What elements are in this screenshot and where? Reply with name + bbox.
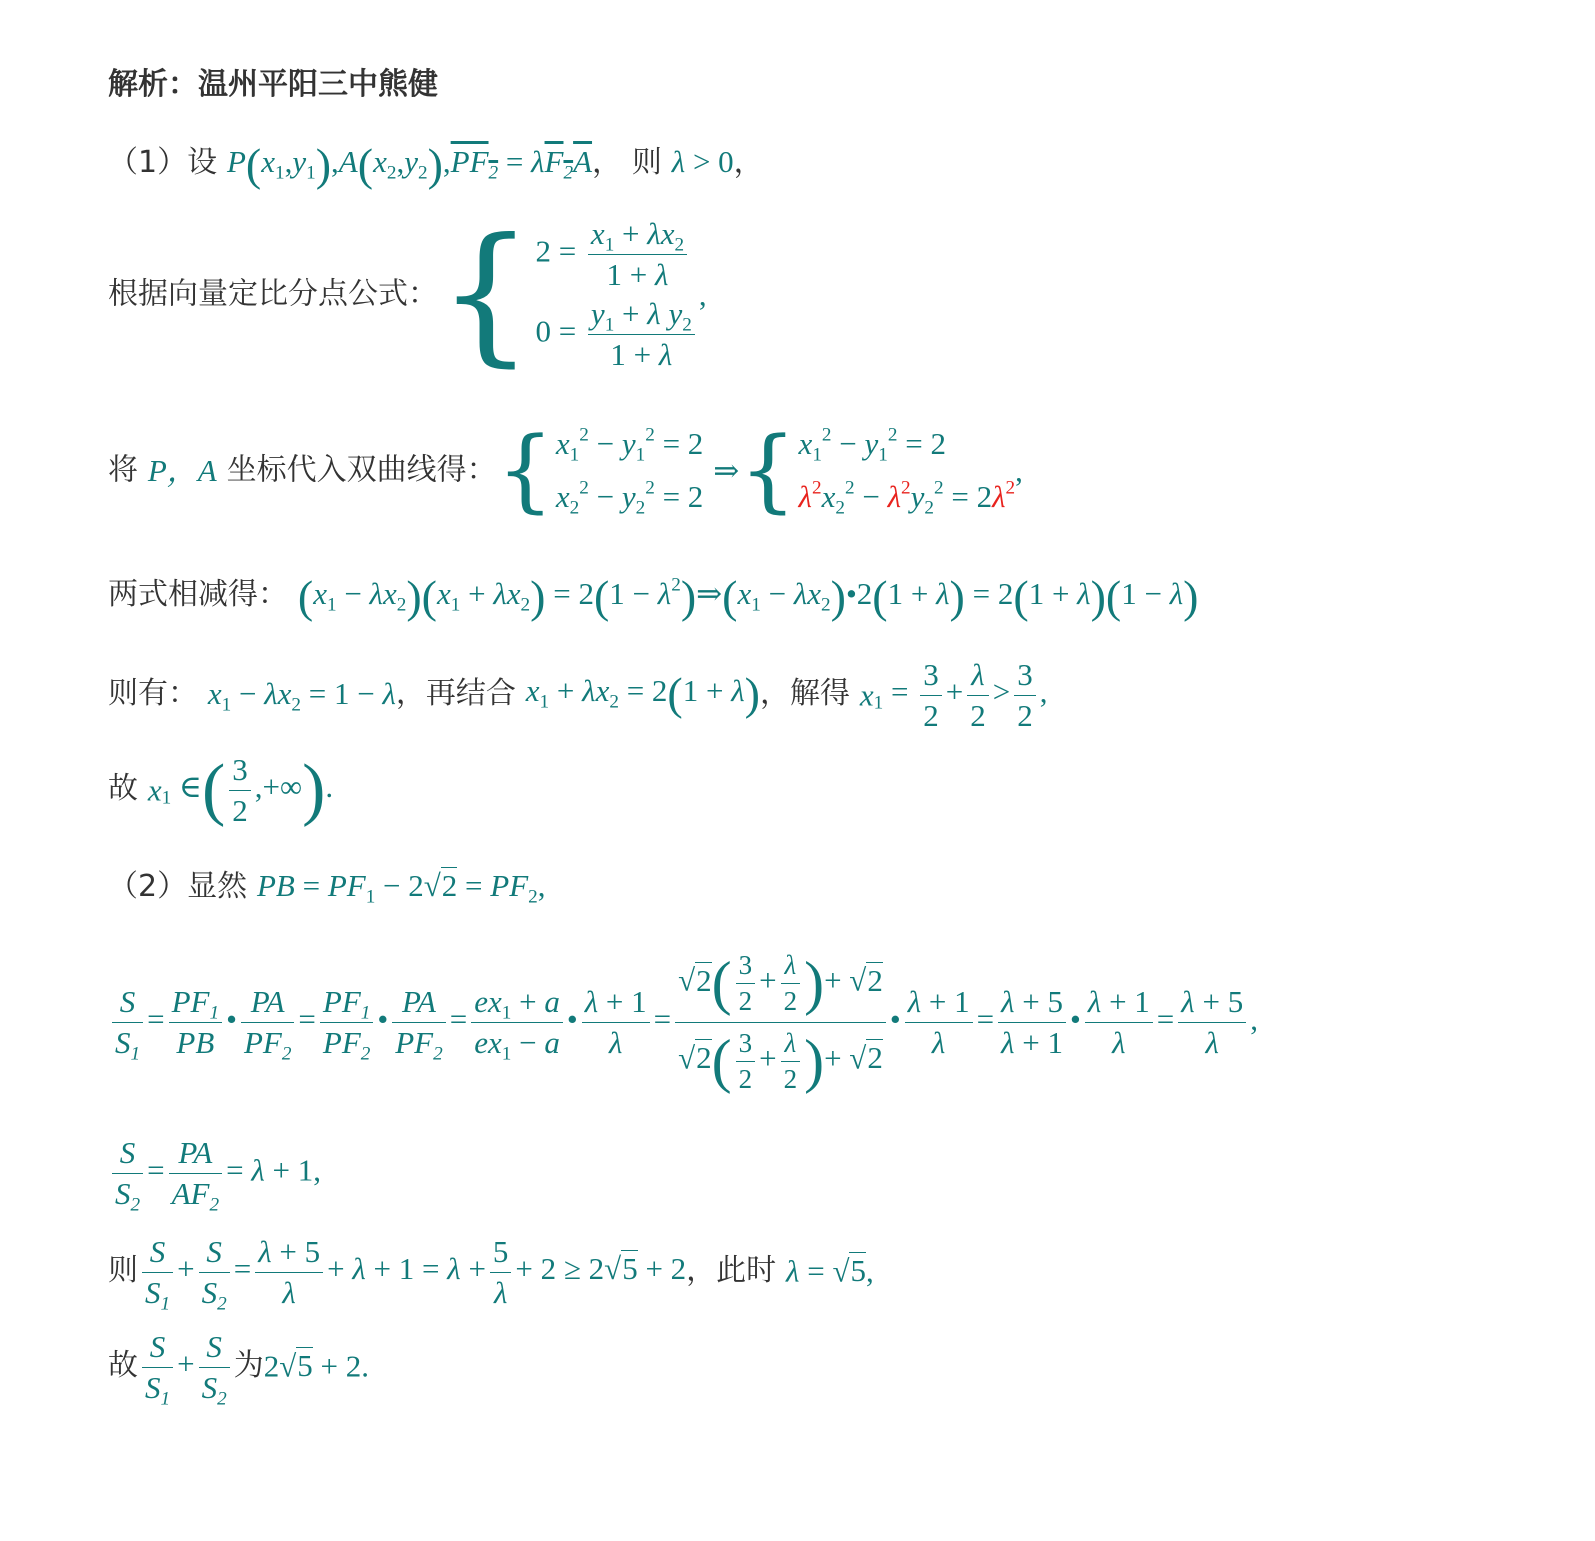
sum-inequality-line: 则 $\frac{S}{S_1}$ + $\frac{S}{S_2}$ = $\frac{\lambda + 5}{\lambda}$ + λ + 1 = λ + $\frac{5}{\lambda}$ + 2 ≥ 2√5 + 2，此时 λ = √5, <box>108 1234 874 1315</box>
area-ratio-s1-line: $\frac{S}{S_1}$ = $\frac{PF_1}{PB}$ • $\frac{PA}{PF_2}$ = $\frac{PF_1}{PF_2}$ • $\frac{PA}{PF_2}$ = $\frac{ex_1 + a}{ex_1 - a}$ • $\frac{\lambda + 1}{\lambda}$ = √2( $\frac{3}{2}$ + $\frac{\lambda}{2}$ )+ √2 √2( $\frac{3}{2}$ + $\frac{\lambda}{2}$ )+ √2 • $\frac{\lambda + 1}{\lambda}$ = $\frac{\lambda + 5}{\lambda + 1}$ • $\frac{\lambda + 1}{\lambda}$ = $\frac{\lambda + 5}{\lambda}$ , <box>108 945 1258 1100</box>
solution-title: 解析：温州平阳三中熊健 <box>108 67 438 102</box>
hyperbola-substitution-line: 将 P，A 坐标代入双曲线得：{ $x_1^2 - y_1^2 = 2$ $x_2^2 - y_2^2 = 2$ ⇒{ $x_1^2 - y_1^2 = 2$ $\lambda^2x_2^2 - \lambda^2y_2^2 = 2\lambda^2$ , <box>108 417 1023 523</box>
part1-setup-line: （1）设 $P(x_1,y_1),A(x_2,y_2),PF_2 = \lambda F_2A$， 则 λ > 0， <box>108 139 764 190</box>
solve-x1-line: 则有： $x_1 - \lambda x_2 = 1 - \lambda$，再结合 $x_1 + \lambda x_2 = 2(1 + \lambda)$，解得 $x_1$ = $\frac{3}{2}$ + $\frac{\lambda}{2}$ > $\frac{3}{2}$ , <box>108 657 1048 733</box>
subtraction-line: 两式相减得： $(x_1 - \lambda x_2)(x_1 + \lambda x_2) = 2(1$ − $\lambda^2)\Rightarrow(x_1$ − $\lambda x_2)•2(1 + \lambda) = 2(1 + \lambda)(1 - \lambda)$ <box>108 571 1199 622</box>
final-answer-line: 故 $\frac{S}{S_1}$ + $\frac{S}{S_2}$ 为2√5 + 2. <box>108 1329 369 1410</box>
area-ratio-s2-line: $\frac{S}{S_2}$ = $\frac{PA}{AF_2}$ = λ + 1, <box>108 1133 321 1213</box>
ratio-formula-line: 根据向量定比分点公式：{ 2 = $\frac{x_1 + \lambda x_2}{1 + \lambda}$ 0 = $\frac{y_1 + \lambda y_2}{1 + \lambda}$ , <box>108 207 707 382</box>
part2-setup-line: （2）显然 PB = $PF_1 - 2√2 = PF_2$, <box>108 868 546 908</box>
x1-range-line: 故 $x_1$ ∈( $\frac{3}{2}$ ,+∞). <box>108 751 334 829</box>
